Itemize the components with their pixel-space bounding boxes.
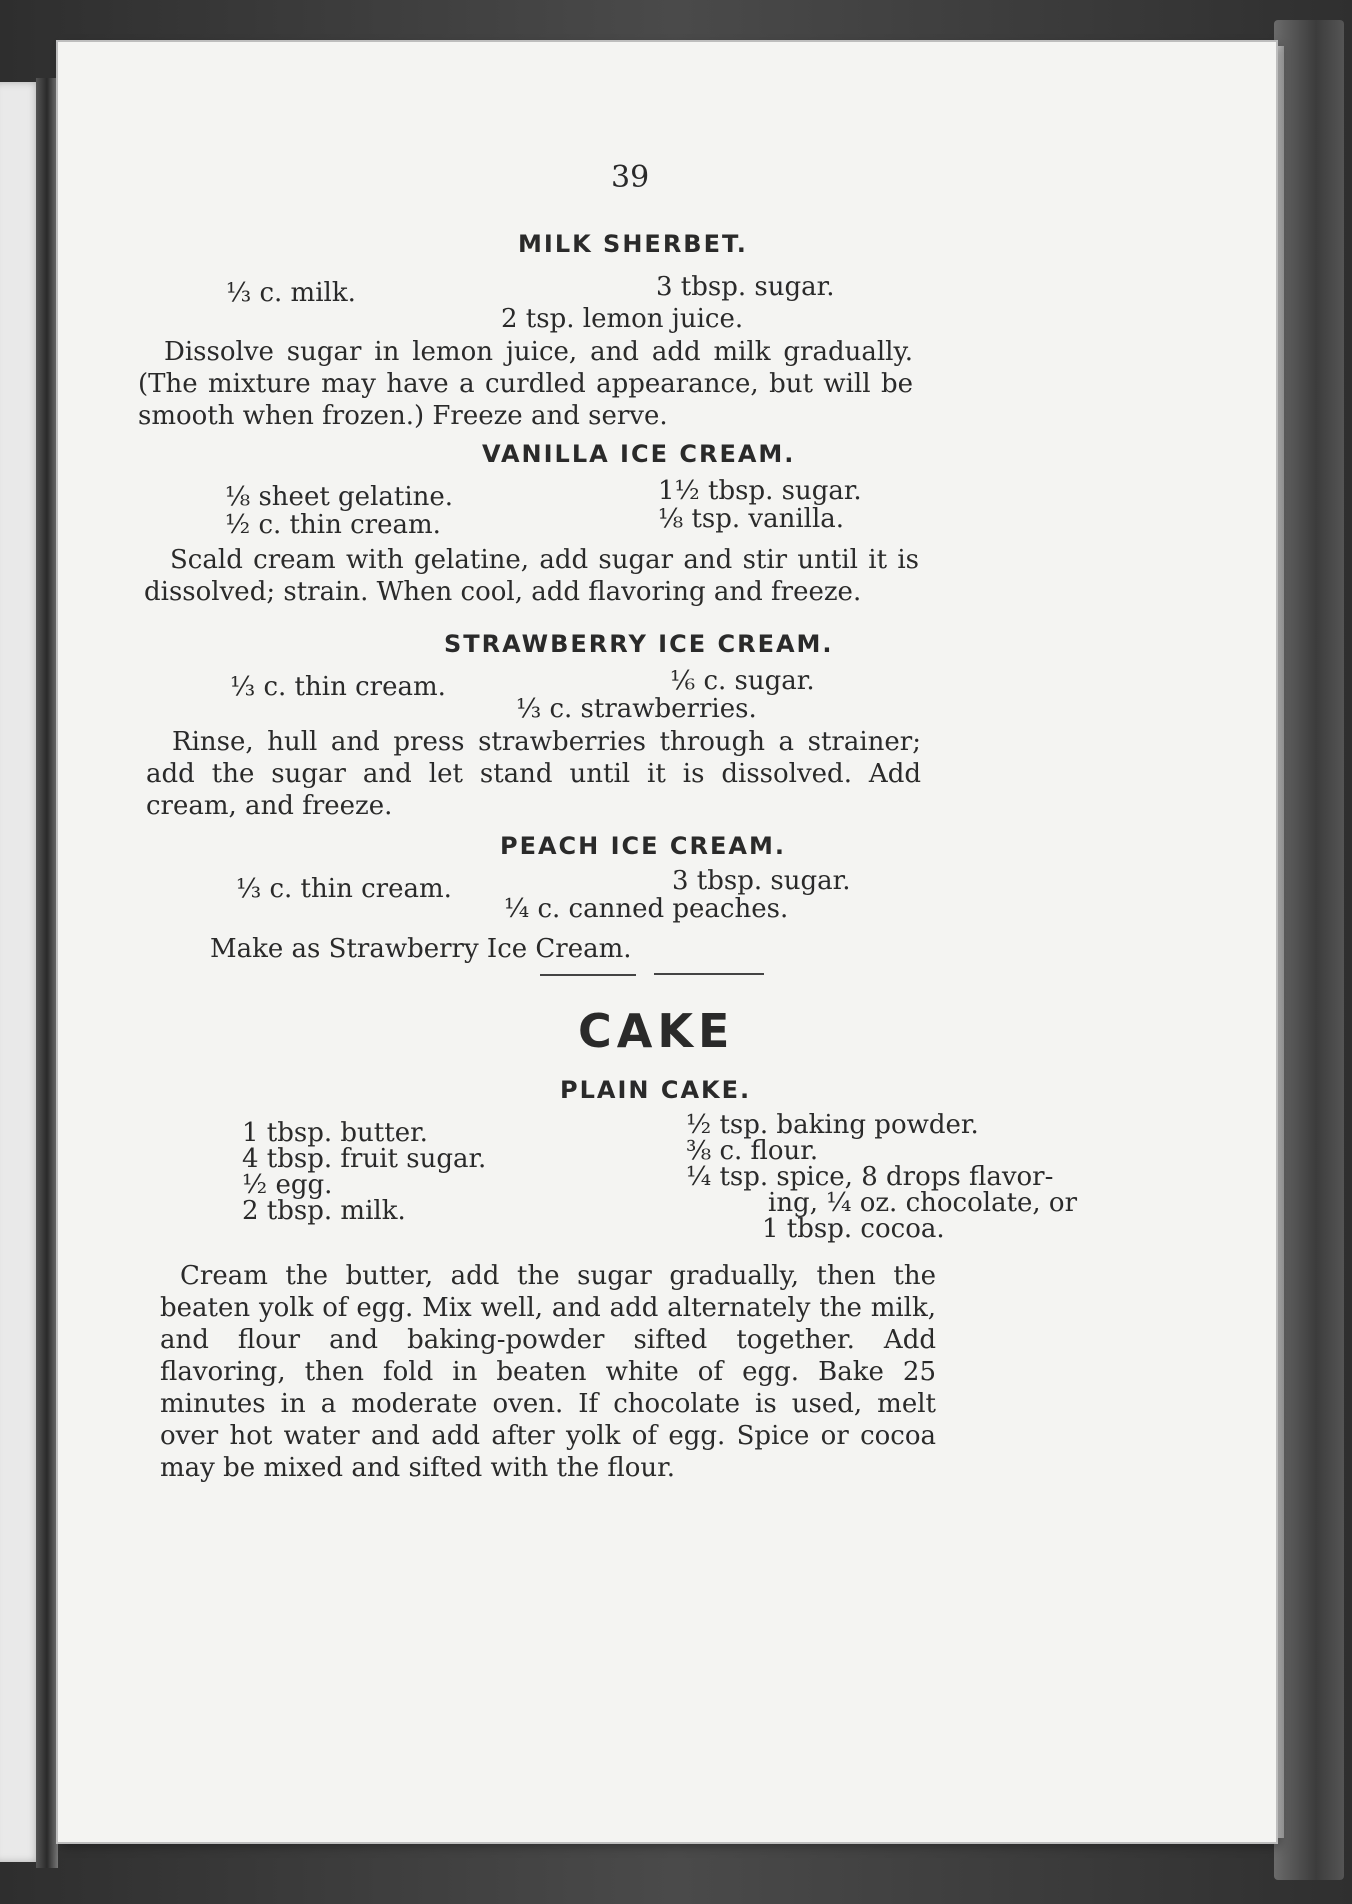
- cover-edge: [1274, 20, 1344, 1880]
- plain-cake-ingredient: 1 tbsp. butter.: [242, 1118, 428, 1148]
- section-divider: [654, 973, 764, 975]
- strawberry-ice-cream-ingredient: ⅓ c. strawberries.: [516, 694, 757, 724]
- plain-cake-ingredient: 1 tbsp. cocoa.: [762, 1214, 945, 1244]
- milk-sherbet-method: Dissolve sugar in lemon juice, and add milk gradually. (The mixture may have a curdled appearance, but will be smooth when frozen.) Freeze and serve.: [138, 337, 913, 431]
- section-heading-cake: CAKE: [578, 1004, 735, 1058]
- strawberry-ice-cream-title: STRAWBERRY ICE CREAM.: [444, 630, 834, 658]
- section-divider: [540, 974, 636, 976]
- plain-cake-ingredient: ⅜ c. flour.: [686, 1136, 819, 1166]
- milk-sherbet-ingredient: 2 tsp. lemon juice.: [501, 304, 744, 334]
- vanilla-ice-cream-ingredient: 1½ tbsp. sugar.: [658, 476, 862, 506]
- vanilla-ice-cream-ingredient: ½ c. thin cream.: [225, 510, 441, 540]
- strawberry-ice-cream-method: Rinse, hull and press strawberries through a strainer; add the sugar and let stand until it is dissolved. Add cream, and freeze.: [146, 727, 921, 821]
- milk-sherbet-ingredient: ⅓ c. milk.: [226, 278, 356, 308]
- peach-ice-cream-title: PEACH ICE CREAM.: [500, 832, 786, 860]
- plain-cake-title: PLAIN CAKE.: [560, 1076, 752, 1104]
- milk-sherbet-title: MILK SHERBET.: [518, 230, 748, 258]
- vanilla-ice-cream-ingredient: ⅛ tsp. vanilla.: [658, 504, 845, 534]
- strawberry-ice-cream-ingredient: ⅙ c. sugar.: [670, 666, 815, 696]
- plain-cake-ingredient: ¼ tsp. spice, 8 drops flavor-: [686, 1162, 1054, 1192]
- book-gutter: [36, 78, 58, 1868]
- page-content: [58, 42, 1276, 1842]
- peach-ice-cream-ingredient: 3 tbsp. sugar.: [672, 866, 851, 896]
- book-page: [58, 42, 1276, 1842]
- peach-ice-cream-ingredient: ⅓ c. thin cream.: [236, 874, 452, 904]
- vanilla-ice-cream-method: Scald cream with gelatine, add sugar and stir until it is dissolved; strain. When cool, add flavoring and freeze.: [144, 545, 919, 607]
- strawberry-ice-cream-ingredient: ⅓ c. thin cream.: [230, 672, 446, 702]
- plain-cake-method: Cream the butter, add the sugar gradually, then the beaten yolk of egg. Mix well, and add alternately the milk, and flour and baking-powder sifted together. Add flavoring, then fold in beaten white of egg. Bake 25 minutes in a moderate oven. If chocolate is used, melt over hot water and add after yolk of egg. Spice or cocoa may be mixed and sifted with the flour.: [160, 1261, 936, 1483]
- vanilla-ice-cream-ingredient: ⅛ sheet gelatine.: [225, 482, 454, 512]
- peach-ice-cream-method: Make as Strawberry Ice Cream.: [210, 934, 632, 964]
- milk-sherbet-ingredient: 3 tbsp. sugar.: [656, 272, 835, 302]
- plain-cake-ingredient: ½ tsp. baking powder.: [686, 1110, 979, 1140]
- plain-cake-ingredient: ing, ¼ oz. chocolate, or: [768, 1188, 1078, 1218]
- plain-cake-ingredient: 2 tbsp. milk.: [242, 1196, 406, 1226]
- peach-ice-cream-ingredient: ¼ c. canned peaches.: [504, 894, 789, 924]
- vanilla-ice-cream-title: VANILLA ICE CREAM.: [482, 440, 796, 468]
- page-stack-edge: [1276, 46, 1284, 1838]
- page-number: 39: [611, 160, 650, 195]
- plain-cake-ingredient: ½ egg.: [242, 1170, 333, 1200]
- plain-cake-ingredient: 4 tbsp. fruit sugar.: [242, 1144, 487, 1174]
